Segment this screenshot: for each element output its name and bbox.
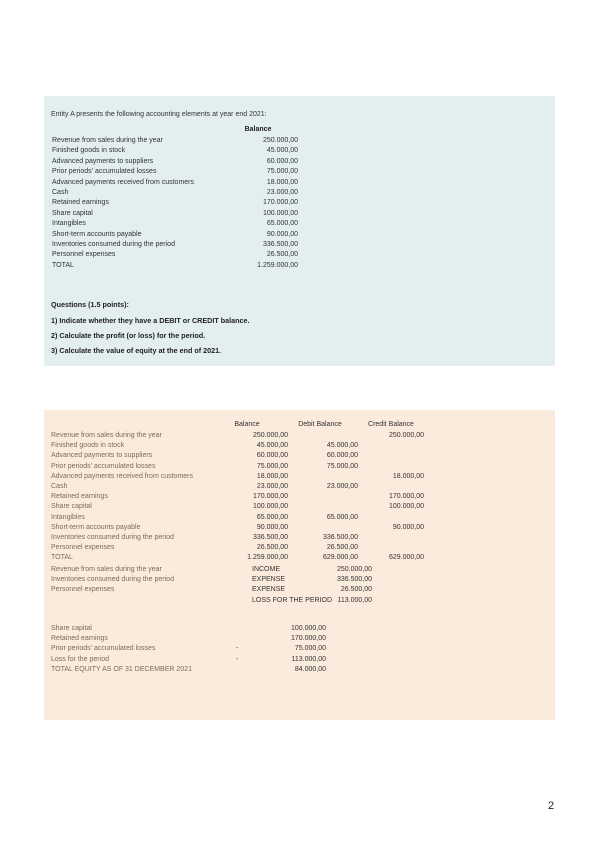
table2-row-debit: 629.000,00 <box>322 554 358 562</box>
table2-row-credit: 18.000,00 <box>392 472 424 480</box>
profit-row-value: 336.500,00 <box>336 576 372 584</box>
table2-row-balance: 100.000,00 <box>252 503 288 511</box>
question-item: 3) Calculate the value of equity at the end of 2021. <box>51 346 222 355</box>
equity-row-value: 75.000,00 <box>294 645 326 653</box>
table2-row-label: Revenue from sales during the year <box>51 432 162 439</box>
table1-row-label: Revenue from sales during the year <box>52 137 163 144</box>
profit-row-type: INCOME <box>252 566 280 573</box>
table2-row-debit: 45.000,00 <box>326 442 358 450</box>
equity-total-value: 84.000,00 <box>294 665 326 673</box>
table2-row-debit: 336.500,00 <box>322 534 358 541</box>
table1-row-label: Intangibles <box>52 220 86 228</box>
table2-row-label: Prior periods' accumulated losses <box>51 462 156 470</box>
table2-header: Credit Balance <box>368 421 414 428</box>
table2-row-debit: 60.000,00 <box>326 452 358 460</box>
table2-row-label: Advanced payments to suppliers <box>51 452 153 460</box>
table2-row-balance: 336.500,00 <box>252 534 288 541</box>
table2-row-balance: 250.000,00 <box>252 432 288 439</box>
table1-row-value: 100.000,00 <box>262 209 298 217</box>
table1-row-value: 336.500,00 <box>262 241 298 248</box>
table1-row-label: Prior periods' accumulated losses <box>52 168 157 176</box>
table2-row-balance: 1.259.000,00 <box>247 554 288 562</box>
page-number: 2 <box>548 800 555 812</box>
table2-row-label: Inventories consumed during the period <box>51 534 174 541</box>
question-item: 1) Indicate whether they have a DEBIT or CREDIT balance. <box>51 316 250 325</box>
table2-row-balance: 45.000,00 <box>256 442 288 450</box>
equity-row-label: Retained earnings <box>51 635 108 643</box>
equity-row-label: Share capital <box>51 625 92 632</box>
table2-header: Balance <box>234 421 260 428</box>
table1-header: Balance <box>244 126 272 133</box>
table2-header: Debit Balance <box>298 421 342 428</box>
table2-row-label: Cash <box>51 483 68 490</box>
table2-row-label: Short-term accounts payable <box>51 523 141 531</box>
profit-row-type: EXPENSE <box>252 586 286 594</box>
equity-row-sign: - <box>236 655 239 663</box>
table2-row-debit: 75.000,00 <box>326 462 358 470</box>
profit-result-label: LOSS FOR THE PERIOD <box>252 596 332 604</box>
table2-row-debit: 26.500,00 <box>326 544 358 552</box>
question-item: 2) Calculate the profit (or loss) for the period. <box>51 331 206 340</box>
table1-row-value: 250.000,00 <box>262 137 298 144</box>
intro-text: Entity A presents the following accounting elements at year end 2021: <box>51 111 267 118</box>
table2-row-label: Personnel expenses <box>51 544 115 552</box>
table1-row-label: Finished goods in stock <box>52 147 126 155</box>
table1-row-label: Advanced payments to suppliers <box>52 157 154 165</box>
table2-row-balance: 65.000,00 <box>256 513 288 521</box>
profit-row-type: EXPENSE <box>252 576 286 584</box>
table1-row-label: Short-term accounts payable <box>52 230 142 238</box>
table1-row-label: Retained earnings <box>52 199 109 207</box>
table2-row-balance: 170.000,00 <box>252 493 288 501</box>
equity-total-label: TOTAL EQUITY AS OF 31 DECEMBER 2021 <box>51 665 192 673</box>
equity-row-sign: - <box>236 645 239 653</box>
table1-row-value: 60.000,00 <box>266 157 298 165</box>
table2-row-credit: 170.000,00 <box>388 493 424 501</box>
table1-row-label: Inventories consumed during the period <box>52 241 175 248</box>
table1-row-value: 18.000,00 <box>266 178 298 186</box>
table1-row-value: 23.000,00 <box>266 189 298 196</box>
table1-row-value: 75.000,00 <box>266 168 298 176</box>
profit-row-label: Revenue from sales during the year <box>51 566 162 573</box>
table2-row-label: TOTAL <box>51 554 73 562</box>
table2-row-label: Retained earnings <box>51 493 108 501</box>
table2-row-label: Share capital <box>51 503 92 511</box>
table2-row-credit: 629.000,00 <box>388 554 424 562</box>
table1-row-value: 26.500,00 <box>266 251 298 259</box>
table2-row-label: Finished goods in stock <box>51 442 125 450</box>
table2-row-label: Advanced payments received from customers <box>51 472 194 480</box>
profit-row-value: 26.500,00 <box>340 586 372 594</box>
profit-row-label: Inventories consumed during the period <box>51 576 174 584</box>
equity-row-value: 113.000,00 <box>291 655 326 663</box>
table2-row-debit: 65.000,00 <box>326 513 358 521</box>
table2-row-credit: 100.000,00 <box>388 503 424 511</box>
table1-row-value: 170.000,00 <box>262 199 298 207</box>
equity-row-label: Prior periods' accumulated losses <box>51 645 156 653</box>
table1-row-value: 1.259.000,00 <box>257 261 298 269</box>
table2-row-balance: 90.000,00 <box>256 523 288 531</box>
table2-row-balance: 75.000,00 <box>256 462 288 470</box>
table2-row-label: Intangibles <box>51 513 85 521</box>
equity-row-label: Loss for the period <box>51 655 109 663</box>
table1-row-label: Advanced payments received from customers <box>52 178 195 186</box>
table2-row-credit: 90.000,00 <box>392 523 424 531</box>
table1-row-label: Cash <box>52 189 69 196</box>
equity-row-value: 170.000,00 <box>290 635 326 643</box>
profit-result-value: 113.000,00 <box>337 596 372 604</box>
questions-title: Questions (1.5 points): <box>51 300 129 309</box>
table1-row-value: 65.000,00 <box>266 220 298 228</box>
table2-row-balance: 18.000,00 <box>256 472 288 480</box>
table2-row-balance: 23.000,00 <box>256 483 288 490</box>
table1-row-value: 45.000,00 <box>266 147 298 155</box>
table2-row-debit: 23.000,00 <box>326 483 358 490</box>
table2-row-credit: 250.000,00 <box>388 432 424 439</box>
table1-row-value: 90.000,00 <box>266 230 298 238</box>
profit-row-label: Personnel expenses <box>51 586 115 594</box>
equity-row-value: 100.000,00 <box>290 625 326 632</box>
table1-row-label: TOTAL <box>52 261 74 269</box>
table1-row-label: Share capital <box>52 209 93 217</box>
table2-row-balance: 60.000,00 <box>256 452 288 460</box>
profit-row-value: 250.000,00 <box>336 566 372 573</box>
table1-row-label: Personnel expenses <box>52 251 116 259</box>
table2-row-balance: 26.500,00 <box>256 544 288 552</box>
